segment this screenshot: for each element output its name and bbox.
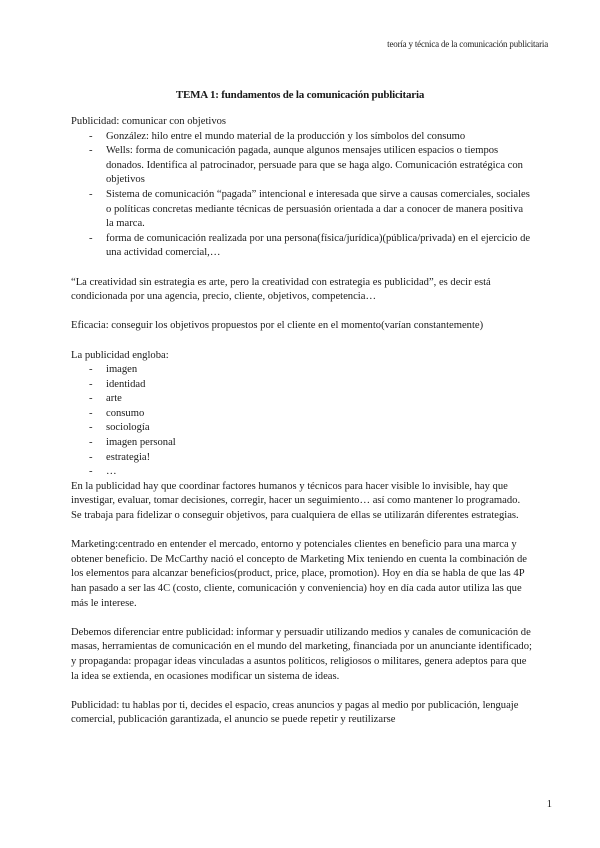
marketing-paragraph: Marketing:centrado en entender el mercado, entorno y potenciales clientes en beneficio para una marca y obtener beneficio. De McCarthy nació el concepto de Marketing Mix teniendo en cuenta la combinación de los elementos para alcanzar beneficios(product, price, place, promotion). Hoy en día se habla de que las 4P han pasado a ser las 4C (costo, cliente, comunicación y conveniencia) hoy en día cada autor utiliza las que más le interese. <box>71 539 527 609</box>
creativity-quote: “La creatividad sin estrategia es arte, pero la creatividad con estrategia es publicidad”, es decir está condicionada por una agencia, precio, cliente, objetivos, competencia… <box>71 276 491 303</box>
engloba-item: - identidad <box>71 378 533 393</box>
engloba-intro: La publicidad engloba: <box>71 349 169 361</box>
document-title: TEMA 1: fundamentos de la comunicación publicitaria <box>175 89 425 101</box>
engloba-item: - consumo <box>71 407 533 422</box>
document-body <box>71 115 533 728</box>
engloba-item: - sociología <box>71 421 533 436</box>
definition-item: - Wells: forma de comunicación pagada, aunque algunos mensajes utilicen espacios o tiempos donados. Identifica al patrocinador, persuade para que se haga algo. Comunicación estratégica con objetivos <box>71 144 533 188</box>
eficacia-paragraph: Eficacia: conseguir los objetivos propuestos por el cliente en el momento(varían constantemente) <box>71 320 484 332</box>
engloba-item: - imagen personal <box>71 436 533 451</box>
engloba-list <box>71 363 533 480</box>
publicidad-intro: Publicidad: comunicar con objetivos <box>71 116 227 127</box>
definitions-list <box>71 130 533 261</box>
definition-item: - Sistema de comunicación “pagada” intencional e interesada que sirve a causas comerciales, sociales o políticas concretas mediante técnicas de persuasión orientada a dar a conocer de manera positiva la marca. <box>71 188 533 232</box>
factores-paragraph: En la publicidad hay que coordinar factores humanos y técnicos para hacer visible lo invisible, hay que investigar, evaluar, tomar decisiones, corregir, hacer un seguimiento… así como mantener lo programado. Se trabaja para fidelizar o conseguir objetivos, para cualquiera de ellas se utilizarán diferentes estrategias. <box>71 480 521 522</box>
running-header: teoría y técnica de la comunicación publicitaria <box>387 39 548 49</box>
definition-item: - González: hilo entre el mundo material de la producción y los símbolos del consumo <box>71 130 533 145</box>
page-number: 1 <box>546 799 552 810</box>
diferenciar-paragraph: Debemos diferenciar entre publicidad: informar y persuadir utilizando medios y canales de comunicación de masas, herramientas de comunicación en el mundo del marketing, financiada por un anunciante identificado; y propaganda: propagar ideas vinculadas a asuntos políticos, religiosos o militares, genera adeptos para que la idea se extienda, en ocasiones modificar un sistema de ideas. <box>71 626 532 682</box>
engloba-item: - estrategia! <box>71 451 533 466</box>
engloba-item: - arte <box>71 392 533 407</box>
engloba-item: - imagen <box>71 363 533 378</box>
publicidad-tu-paragraph: Publicidad: tu hablas por ti, decides el espacio, creas anuncios y pagas al medio por publicación, lenguaje comercial, publicación garantizada, el anuncio se puede repetir y reutilizarse <box>71 699 519 726</box>
definition-item: - forma de comunicación realizada por una persona(física/jurídica)(pública/privada) en el ejercicio de una actividad comercial,… <box>71 232 533 261</box>
engloba-item: - … <box>71 465 533 480</box>
